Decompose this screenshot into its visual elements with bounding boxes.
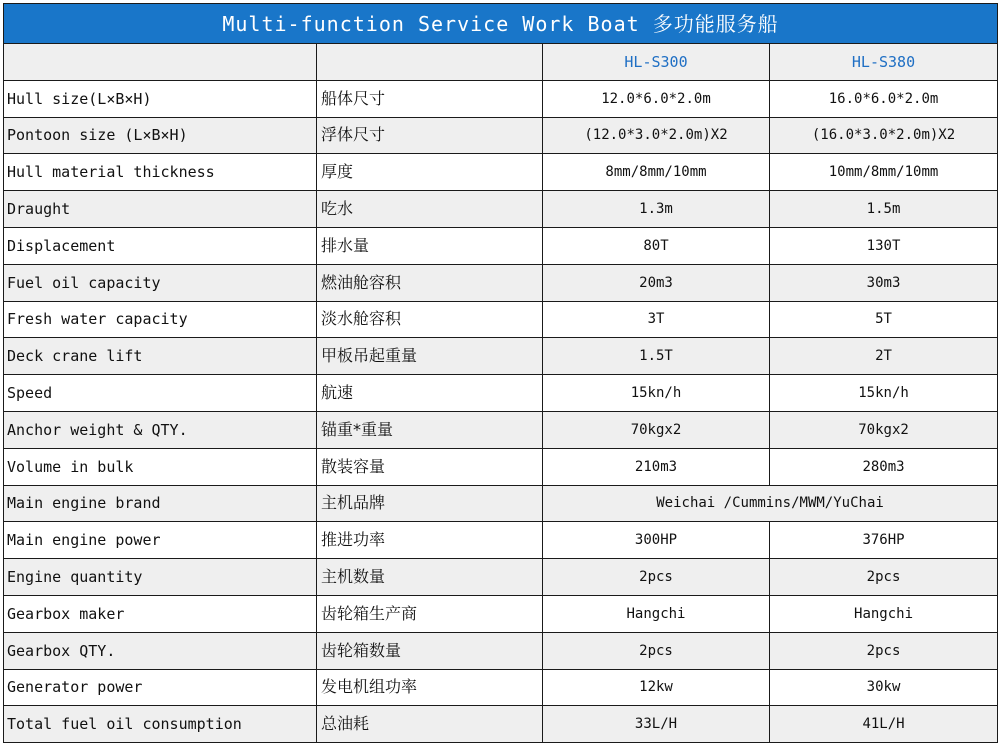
table-row [4, 154, 998, 191]
title-row [4, 4, 998, 44]
table-row [4, 706, 998, 743]
value-hl-s300: 8mm/8mm/10mm [543, 154, 770, 191]
value-hl-s380: 30m3 [770, 264, 998, 301]
value-hl-s380: 130T [770, 227, 998, 264]
value-hl-s300: 80T [543, 227, 770, 264]
param-name-en: Pontoon size (L×B×H) [4, 117, 317, 154]
value-hl-s300: 33L/H [543, 706, 770, 743]
param-name-cn: 吃水 [317, 191, 543, 228]
value-hl-s300: 70kgx2 [543, 411, 770, 448]
param-name-cn: 甲板吊起重量 [317, 338, 543, 375]
value-hl-s300: 1.3m [543, 191, 770, 228]
param-name-en: Volume in bulk [4, 448, 317, 485]
value-hl-s300: 20m3 [543, 264, 770, 301]
value-hl-s380: (16.0*3.0*2.0m)X2 [770, 117, 998, 154]
table-row [4, 669, 998, 706]
param-name-cn: 发电机组功率 [317, 669, 543, 706]
value-hl-s380: 1.5m [770, 191, 998, 228]
model-header-hl-s380: HL-S380 [770, 44, 998, 81]
param-name-cn: 总油耗 [317, 706, 543, 743]
param-name-cn: 燃油舱容积 [317, 264, 543, 301]
param-name-en: Main engine power [4, 522, 317, 559]
param-name-cn: 齿轮箱生产商 [317, 595, 543, 632]
value-hl-s300: (12.0*3.0*2.0m)X2 [543, 117, 770, 154]
param-name-en: Engine quantity [4, 559, 317, 596]
table-row [4, 227, 998, 264]
header-empty-en [4, 44, 317, 81]
table-row [4, 485, 998, 522]
value-hl-s380: Hangchi [770, 595, 998, 632]
value-hl-s300: 1.5T [543, 338, 770, 375]
value-hl-s380: 16.0*6.0*2.0m [770, 80, 998, 117]
table-row [4, 559, 998, 596]
table-row [4, 448, 998, 485]
value-hl-s300: 12.0*6.0*2.0m [543, 80, 770, 117]
value-hl-s300: 12kw [543, 669, 770, 706]
param-name-en: Fresh water capacity [4, 301, 317, 338]
param-name-en: Main engine brand [4, 485, 317, 522]
param-name-en: Gearbox QTY. [4, 632, 317, 669]
value-hl-s380: 376HP [770, 522, 998, 559]
value-hl-s300: 300HP [543, 522, 770, 559]
value-hl-s380: 41L/H [770, 706, 998, 743]
value-hl-s380: 30kw [770, 669, 998, 706]
table-row [4, 632, 998, 669]
value-hl-s380: 5T [770, 301, 998, 338]
param-name-en: Gearbox maker [4, 595, 317, 632]
value-both-models: Weichai /Cummins/MWM/YuChai [543, 485, 998, 522]
param-name-en: Total fuel oil consumption [4, 706, 317, 743]
param-name-cn: 主机数量 [317, 559, 543, 596]
value-hl-s300: 15kn/h [543, 375, 770, 412]
model-header-hl-s300: HL-S300 [543, 44, 770, 81]
value-hl-s300: 3T [543, 301, 770, 338]
param-name-en: Speed [4, 375, 317, 412]
table-row [4, 375, 998, 412]
table-row [4, 117, 998, 154]
param-name-en: Draught [4, 191, 317, 228]
table-row [4, 595, 998, 632]
table-row [4, 80, 998, 117]
table-title: Multi-function Service Work Boat 多功能服务船 [4, 4, 998, 44]
param-name-en: Deck crane lift [4, 338, 317, 375]
value-hl-s380: 10mm/8mm/10mm [770, 154, 998, 191]
param-name-cn: 浮体尺寸 [317, 117, 543, 154]
param-name-cn: 厚度 [317, 154, 543, 191]
param-name-cn: 推进功率 [317, 522, 543, 559]
value-hl-s300: 2pcs [543, 559, 770, 596]
table-row [4, 338, 998, 375]
param-name-en: Anchor weight & QTY. [4, 411, 317, 448]
param-name-cn: 船体尺寸 [317, 80, 543, 117]
param-name-en: Hull size(L×B×H) [4, 80, 317, 117]
value-hl-s300: 210m3 [543, 448, 770, 485]
value-hl-s380: 2pcs [770, 632, 998, 669]
table-row [4, 411, 998, 448]
value-hl-s380: 15kn/h [770, 375, 998, 412]
table-row [4, 522, 998, 559]
param-name-cn: 排水量 [317, 227, 543, 264]
table-row [4, 191, 998, 228]
param-name-cn: 航速 [317, 375, 543, 412]
param-name-en: Generator power [4, 669, 317, 706]
value-hl-s380: 280m3 [770, 448, 998, 485]
value-hl-s380: 2pcs [770, 559, 998, 596]
table-row [4, 301, 998, 338]
table-row [4, 264, 998, 301]
spec-table-body [4, 4, 998, 743]
param-name-cn: 主机品牌 [317, 485, 543, 522]
model-header-row [4, 44, 998, 81]
header-empty-cn [317, 44, 543, 81]
param-name-en: Hull material thickness [4, 154, 317, 191]
spec-table [3, 3, 998, 743]
value-hl-s300: Hangchi [543, 595, 770, 632]
param-name-cn: 齿轮箱数量 [317, 632, 543, 669]
param-name-en: Displacement [4, 227, 317, 264]
param-name-cn: 散装容量 [317, 448, 543, 485]
param-name-cn: 锚重*重量 [317, 411, 543, 448]
value-hl-s380: 2T [770, 338, 998, 375]
value-hl-s380: 70kgx2 [770, 411, 998, 448]
param-name-cn: 淡水舱容积 [317, 301, 543, 338]
value-hl-s300: 2pcs [543, 632, 770, 669]
param-name-en: Fuel oil capacity [4, 264, 317, 301]
